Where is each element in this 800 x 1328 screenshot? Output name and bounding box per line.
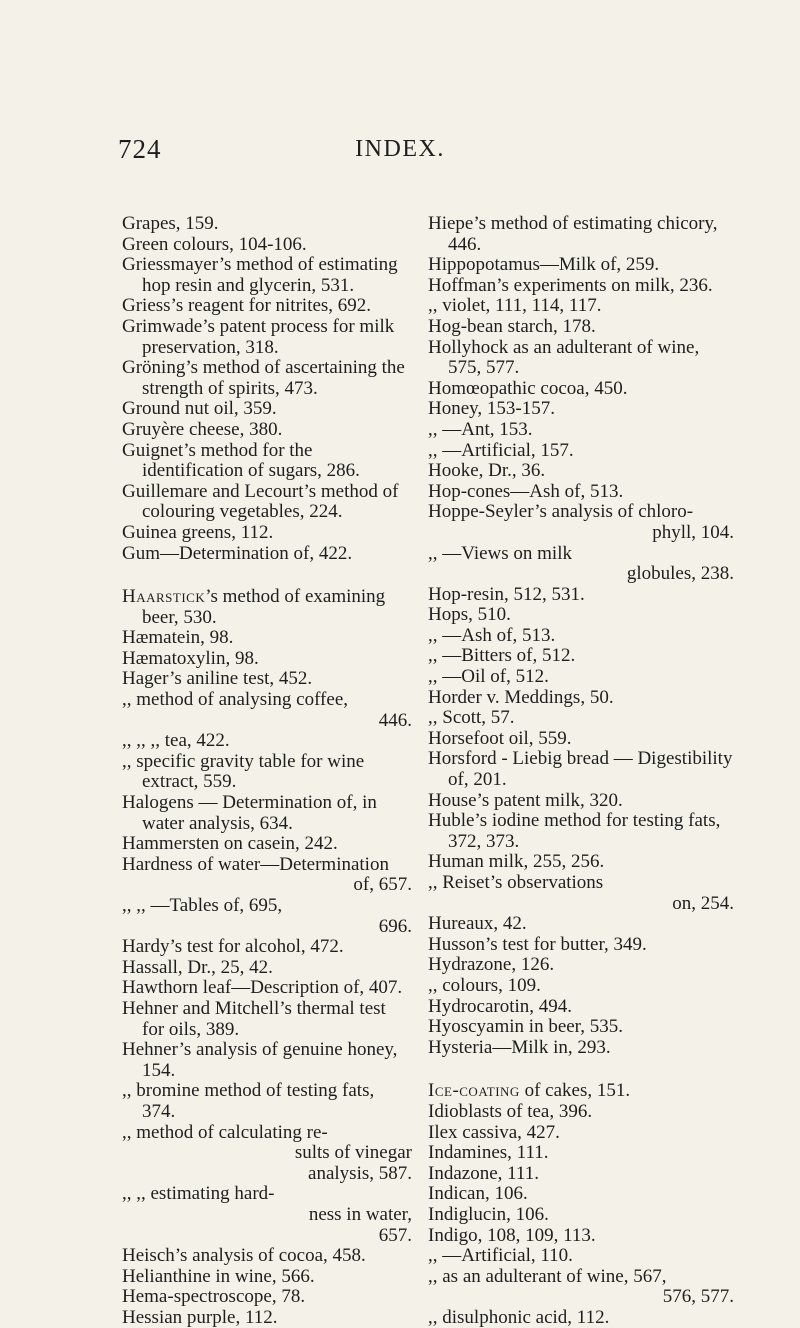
entry-text: Horsford - Liebig bread — Digestibility of, 201. bbox=[428, 748, 733, 791]
index-entry bbox=[122, 482, 412, 523]
entry-text: Hureaux, 42. bbox=[428, 913, 527, 935]
index-entry bbox=[122, 1246, 412, 1267]
index-entry bbox=[428, 1308, 734, 1328]
entry-text: Hoppe-Seyler’s analysis of chloro- bbox=[428, 501, 694, 523]
entry-text: Indican, 106. bbox=[428, 1183, 528, 1205]
page-title: INDEX. bbox=[355, 136, 445, 162]
index-entry bbox=[122, 214, 412, 235]
entry-text: 576, 577. bbox=[662, 1286, 734, 1308]
entry-text: Hæmatoxylin, 98. bbox=[122, 647, 259, 669]
index-entry bbox=[428, 914, 734, 935]
index-entry bbox=[428, 255, 734, 276]
index-entry bbox=[428, 338, 734, 379]
entry-text: Hooke, Dr., 36. bbox=[428, 460, 546, 482]
index-entry bbox=[122, 834, 412, 855]
entry-text: Hog-bean starch, 178. bbox=[428, 315, 596, 337]
entry-text: ,, as an adulterant of wine, 567, bbox=[428, 1265, 667, 1287]
index-entry bbox=[428, 585, 734, 606]
index-entry bbox=[122, 235, 412, 256]
entry-text: Hammersten on casein, 242. bbox=[122, 833, 338, 855]
index-entry bbox=[428, 626, 734, 647]
entry-text: Hops, 510. bbox=[428, 604, 511, 626]
index-entry bbox=[122, 1081, 412, 1122]
entry-text: ,, method of analysing coffee, bbox=[122, 689, 348, 711]
index-entry bbox=[122, 731, 412, 752]
index-entry bbox=[122, 587, 412, 628]
entry-text: Hippopotamus—Milk of, 259. bbox=[428, 254, 660, 276]
index-entry bbox=[122, 649, 412, 670]
entry-text: Hysteria—Milk in, 293. bbox=[428, 1036, 611, 1058]
entry-text: ,, disulphonic acid, 112. bbox=[428, 1306, 610, 1328]
index-entry bbox=[428, 667, 734, 688]
entry-text: Indigo, 108, 109, 113. bbox=[428, 1224, 596, 1246]
entry-text: on, 254. bbox=[672, 892, 734, 914]
index-entry bbox=[122, 399, 412, 420]
index-entry bbox=[122, 1226, 412, 1247]
index-entry bbox=[428, 1246, 734, 1267]
section-lead-word: Ice-coating bbox=[428, 1080, 520, 1102]
entry-text: Hop-resin, 512, 531. bbox=[428, 583, 585, 605]
index-entry bbox=[122, 544, 412, 565]
index-entry bbox=[428, 894, 734, 915]
index-entry bbox=[122, 1184, 412, 1205]
entry-text: Honey, 153-157. bbox=[428, 398, 555, 420]
index-entry bbox=[428, 873, 734, 894]
index-entry bbox=[428, 461, 734, 482]
index-entry bbox=[428, 317, 734, 338]
index-entry bbox=[428, 1205, 734, 1226]
index-entry bbox=[428, 1267, 734, 1288]
entry-text: Guillemare and Lecourt’s method of colouring vegetables, 224. bbox=[122, 480, 399, 523]
index-entry bbox=[428, 523, 734, 544]
entry-text: ,, colours, 109. bbox=[428, 974, 541, 996]
index-entry bbox=[122, 1123, 412, 1144]
page-header bbox=[0, 134, 800, 174]
index-entry bbox=[428, 379, 734, 400]
index-entry bbox=[428, 688, 734, 709]
entry-text: Hehner’s analysis of genuine honey, 154. bbox=[122, 1039, 398, 1081]
index-entry bbox=[428, 1226, 734, 1247]
index-entry bbox=[428, 1184, 734, 1205]
index-entry bbox=[122, 999, 412, 1040]
index-entry bbox=[122, 1287, 412, 1308]
entry-text: Griessmayer’s method of estimating hop resin and glycerin, 531. bbox=[122, 254, 398, 296]
entry-text: Homœopathic cocoa, 450. bbox=[428, 377, 628, 399]
entry-text: ,, —Ant, 153. bbox=[428, 418, 533, 440]
entry-text: 657. bbox=[378, 1224, 412, 1246]
entry-text: Gum—Determination of, 422. bbox=[122, 542, 353, 564]
page-number: 724 bbox=[118, 134, 162, 164]
index-entry bbox=[122, 711, 412, 732]
index-entry bbox=[122, 855, 412, 876]
index-entry bbox=[122, 690, 412, 711]
entry-text: Hehner and Mitchell’s thermal test for oils, 389. bbox=[122, 997, 386, 1040]
index-entry bbox=[428, 1081, 734, 1102]
entry-text: analysis, 587. bbox=[308, 1162, 412, 1184]
index-entry bbox=[122, 1164, 412, 1185]
entry-text: ,, specific gravity table for wine extract, 559. bbox=[122, 750, 365, 793]
entry-text: Guinea greens, 112. bbox=[122, 521, 274, 543]
entry-text: Ilex cassiva, 427. bbox=[428, 1121, 560, 1143]
index-entry bbox=[428, 791, 734, 812]
entry-text: Hardy’s test for alcohol, 472. bbox=[122, 936, 344, 958]
entry-text: Hydrocarotin, 494. bbox=[428, 995, 573, 1017]
entry-text: globules, 238. bbox=[626, 563, 734, 585]
entry-text: ,, Scott, 57. bbox=[428, 707, 515, 729]
entry-text: Hoffman’s experiments on milk, 236. bbox=[428, 274, 713, 296]
entry-text: 696. bbox=[378, 915, 412, 937]
index-entry bbox=[122, 296, 412, 317]
index-entry bbox=[428, 976, 734, 997]
entry-text: Heisch’s analysis of cocoa, 458. bbox=[122, 1245, 366, 1267]
entry-text: of, 657. bbox=[353, 874, 412, 896]
entry-text: ,, method of calculating re- bbox=[122, 1121, 328, 1143]
entry-text: Gruyère cheese, 380. bbox=[122, 418, 283, 440]
entry-text: Horsefoot oil, 559. bbox=[428, 727, 572, 749]
index-entry bbox=[122, 793, 412, 834]
entry-text: Huble’s iodine method for testing fats, 372, 373. bbox=[428, 810, 721, 852]
entry-text: phyll, 104. bbox=[652, 521, 734, 543]
index-entry bbox=[428, 935, 734, 956]
index-entry bbox=[122, 917, 412, 938]
entry-text: Husson’s test for butter, 349. bbox=[428, 933, 647, 955]
index-entry bbox=[122, 896, 412, 917]
index-entry bbox=[122, 937, 412, 958]
index-entry bbox=[428, 276, 734, 297]
index-entry bbox=[122, 958, 412, 979]
entry-text: Hager’s aniline test, 452. bbox=[122, 668, 313, 690]
index-entry bbox=[122, 317, 412, 358]
index-entry bbox=[428, 997, 734, 1018]
index-entry bbox=[428, 420, 734, 441]
right-column bbox=[428, 214, 734, 1328]
entry-text: ,, Reiset’s observations bbox=[428, 872, 604, 893]
entry-text: ,, —Artificial, 110. bbox=[428, 1245, 573, 1267]
entry-text: Halogens — Determination of, in water analysis, 634. bbox=[122, 792, 377, 834]
index-entry bbox=[122, 752, 412, 793]
index-entry bbox=[122, 441, 412, 482]
index-entry bbox=[122, 875, 412, 896]
index-entry bbox=[428, 296, 734, 317]
index-entry bbox=[428, 1038, 734, 1059]
index-entry bbox=[428, 214, 734, 255]
index-entry bbox=[428, 1143, 734, 1164]
index-entry bbox=[428, 708, 734, 729]
index-entry bbox=[122, 1267, 412, 1288]
left-column bbox=[122, 214, 412, 1328]
entry-text: Idioblasts of tea, 396. bbox=[428, 1100, 593, 1122]
index-entry bbox=[428, 852, 734, 873]
entry-text: Hollyhock as an adulterant of wine, 575, 577. bbox=[428, 336, 700, 379]
section-lead-word: Haarstick bbox=[122, 586, 206, 608]
entry-text: of cakes, 151. bbox=[519, 1080, 631, 1102]
index-entry bbox=[122, 1205, 412, 1226]
entry-text: Green colours, 104-106. bbox=[122, 233, 307, 255]
index-entry bbox=[122, 978, 412, 999]
entry-text: Horder v. Meddings, 50. bbox=[428, 686, 614, 708]
index-entry bbox=[428, 749, 734, 790]
entry-text: Gröning’s method of ascertaining the strength of spirits, 473. bbox=[122, 357, 405, 399]
index-entry bbox=[428, 1287, 734, 1308]
entry-text: Helianthine in wine, 566. bbox=[122, 1265, 315, 1287]
index-entry bbox=[122, 669, 412, 690]
entry-text: ,, violet, 111, 114, 117. bbox=[428, 295, 602, 317]
index-entry bbox=[122, 255, 412, 296]
entry-text: Hiepe’s method of estimating chicory, 446. bbox=[428, 213, 718, 255]
entry-text: Grimwade’s patent process for milk preservation, 318. bbox=[122, 315, 395, 358]
index-entry bbox=[428, 729, 734, 750]
entry-text: 446. bbox=[378, 709, 412, 731]
index-entry bbox=[428, 502, 734, 523]
entry-text: Human milk, 255, 256. bbox=[428, 851, 605, 873]
entry-text: Hema-spectroscope, 78. bbox=[122, 1286, 306, 1308]
entry-text: ,, —Oil of, 512. bbox=[428, 666, 549, 688]
index-entry bbox=[428, 811, 734, 852]
index-entry bbox=[428, 605, 734, 626]
entry-text: Hydrazone, 126. bbox=[428, 954, 555, 976]
index-entry bbox=[428, 1164, 734, 1185]
entry-text: ,, ,, ,, tea, 422. bbox=[122, 730, 230, 752]
index-entry bbox=[122, 420, 412, 441]
index-entry bbox=[122, 628, 412, 649]
entry-text: ,, —Bitters of, 512. bbox=[428, 645, 576, 667]
section-gap bbox=[122, 564, 412, 587]
entry-text: ’s method of examining beer, 530. bbox=[142, 586, 386, 628]
entry-text: Indamines, 111. bbox=[428, 1142, 549, 1164]
index-entry bbox=[428, 399, 734, 420]
index-entry bbox=[428, 646, 734, 667]
entry-text: House’s patent milk, 320. bbox=[428, 789, 623, 811]
entry-text: Hardness of water—Determination bbox=[122, 853, 389, 875]
index-entry bbox=[428, 441, 734, 462]
entry-text: ,, —Artificial, 157. bbox=[428, 439, 574, 461]
index-entry bbox=[428, 955, 734, 976]
index-entry bbox=[122, 1308, 412, 1328]
index-entry bbox=[428, 544, 734, 565]
index-entry bbox=[122, 1040, 412, 1081]
entry-text: ,, —Views on milk bbox=[428, 542, 572, 564]
entry-text: sults of vinegar bbox=[294, 1142, 412, 1164]
index-entry bbox=[428, 1123, 734, 1144]
entry-text: Hessian purple, 112. bbox=[122, 1306, 278, 1328]
index-entry bbox=[122, 358, 412, 399]
entry-text: Grapes, 159. bbox=[122, 213, 219, 234]
index-entry bbox=[122, 1143, 412, 1164]
entry-text: Hop-cones—Ash of, 513. bbox=[428, 480, 624, 502]
entry-text: Hawthorn leaf—Description of, 407. bbox=[122, 977, 403, 999]
entry-text: ,, ,, estimating hard- bbox=[122, 1183, 275, 1205]
index-entry bbox=[428, 1017, 734, 1038]
entry-text: ,, ,, —Tables of, 695, bbox=[122, 895, 283, 916]
entry-text: ,, bromine method of testing fats, 374. bbox=[122, 1080, 375, 1122]
entry-text: Indiglucin, 106. bbox=[428, 1203, 549, 1225]
entry-text: Indazone, 111. bbox=[428, 1162, 539, 1184]
section-gap bbox=[428, 1058, 734, 1081]
entry-text: Ground nut oil, 359. bbox=[122, 398, 277, 420]
entry-text: ness in water, bbox=[308, 1203, 412, 1225]
index-entry bbox=[428, 1102, 734, 1123]
entry-text: Hyoscyamin in beer, 535. bbox=[428, 1016, 624, 1038]
index-entry bbox=[122, 523, 412, 544]
entry-text: Guignet’s method for the identification of sugars, 286. bbox=[122, 439, 360, 482]
entry-text: Griess’s reagent for nitrites, 692. bbox=[122, 295, 372, 317]
entry-text: Hassall, Dr., 25, 42. bbox=[122, 956, 273, 978]
index-entry bbox=[428, 482, 734, 503]
entry-text: ,, —Ash of, 513. bbox=[428, 624, 556, 646]
entry-text: Hæmatein, 98. bbox=[122, 627, 234, 649]
index-entry bbox=[428, 564, 734, 585]
